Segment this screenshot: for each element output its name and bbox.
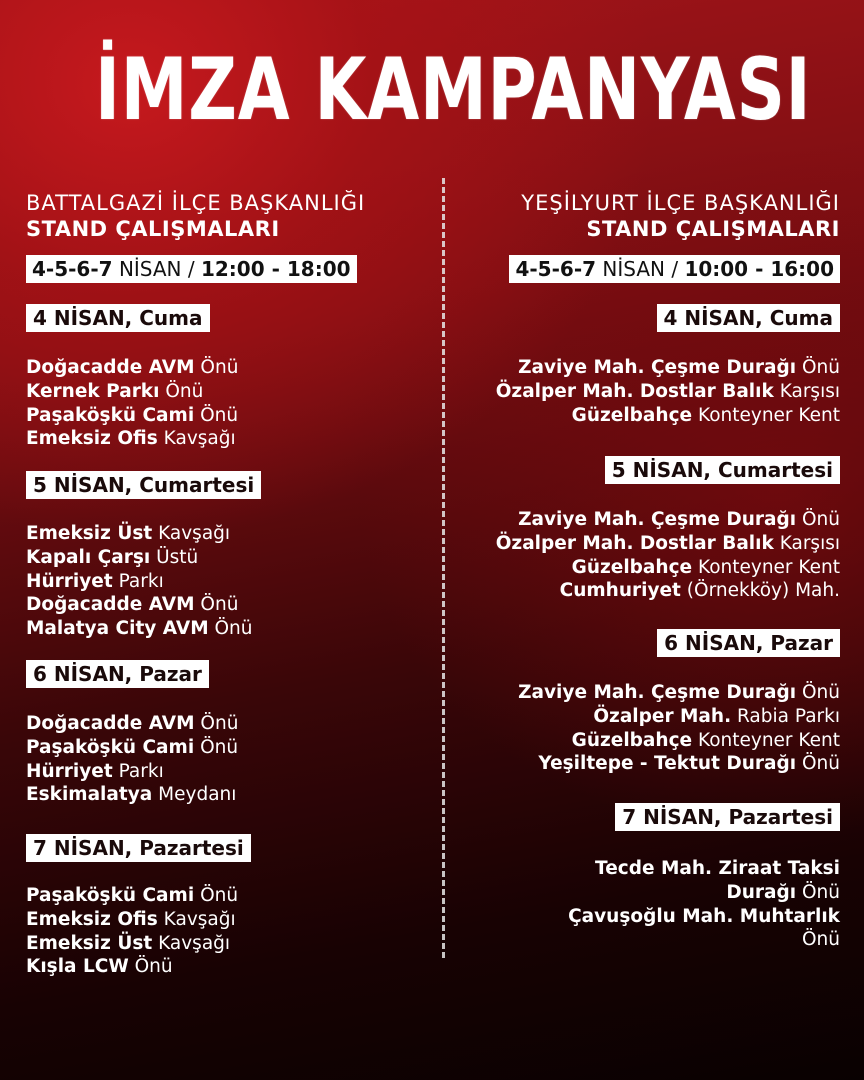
location-list bbox=[26, 522, 431, 641]
column-header-line1: YEŞİLYURT İLÇE BAŞKANLIĞI bbox=[521, 191, 840, 215]
list-item: Tecde Mah. Ziraat Taksi bbox=[595, 858, 840, 879]
time-range: 10:00 - 16:00 bbox=[684, 257, 834, 281]
list-item: Paşaköşkü Cami Önü bbox=[26, 404, 239, 426]
date-month: NİSAN / bbox=[602, 257, 679, 281]
location-list bbox=[26, 712, 431, 807]
list-item: Güzelbahçe Konteyner Kent bbox=[571, 404, 840, 426]
list-item: Doğacadde AVM Önü bbox=[26, 357, 239, 378]
list-item: Kernek Parkı Önü bbox=[26, 380, 204, 402]
list-item: Zaviye Mah. Çeşme Durağı Önü bbox=[518, 682, 840, 703]
location-list bbox=[435, 857, 840, 952]
list-item: Paşaköşkü Cami Önü bbox=[26, 885, 239, 906]
day-heading: 6 NİSAN, Pazar bbox=[657, 629, 840, 657]
location-list bbox=[435, 356, 840, 427]
list-item: Yeşiltepe - Tektut Durağı Önü bbox=[538, 753, 840, 775]
day-heading: 4 NİSAN, Cuma bbox=[657, 304, 841, 332]
list-item: Özalper Mah. Dostlar Balık Karşısı bbox=[495, 380, 840, 402]
list-item: Cumhuriyet (Örnekköy) Mah. bbox=[559, 580, 840, 602]
yesilyurt-column bbox=[435, 0, 840, 1080]
list-item: Kışla LCW Önü bbox=[26, 956, 173, 978]
day-heading: 5 NİSAN, Cumartesi bbox=[26, 471, 261, 499]
list-item: Malatya City AVM Önü bbox=[26, 618, 253, 640]
date-range: 4-5-6-7 bbox=[32, 257, 113, 281]
list-item: Eskimalatya Meydanı bbox=[26, 784, 237, 806]
column-header-line2: STAND ÇALIŞMALARI bbox=[586, 217, 840, 241]
list-item: Güzelbahçe Konteyner Kent bbox=[571, 729, 840, 751]
column-header-line2: STAND ÇALIŞMALARI bbox=[26, 217, 280, 241]
list-item: Durağı Önü bbox=[726, 881, 840, 903]
list-item: Hürriyet Parkı bbox=[26, 570, 164, 592]
location-list bbox=[435, 681, 840, 776]
column-header-line1: BATTALGAZİ İLÇE BAŞKANLIĞI bbox=[26, 191, 366, 215]
list-item: Paşaköşkü Cami Önü bbox=[26, 736, 239, 758]
list-item: Hürriyet Parkı bbox=[26, 760, 164, 782]
date-time-band bbox=[26, 255, 357, 283]
day-heading: 7 NİSAN, Pazartesi bbox=[26, 834, 251, 862]
list-item: Emeksiz Üst Kavşağı bbox=[26, 523, 231, 544]
day-heading: 7 NİSAN, Pazartesi bbox=[615, 803, 840, 831]
date-time-band bbox=[509, 255, 840, 283]
date-range: 4-5-6-7 bbox=[515, 257, 597, 281]
location-list bbox=[26, 884, 431, 979]
list-item: Kapalı Çarşı Üstü bbox=[26, 546, 199, 568]
day-heading: 5 NİSAN, Cumartesi bbox=[605, 456, 840, 484]
battalgazi-column bbox=[26, 0, 431, 1080]
list-item: Zaviye Mah. Çeşme Durağı Önü bbox=[518, 357, 840, 378]
time-range: 12:00 - 18:00 bbox=[200, 257, 351, 281]
list-item: Önü bbox=[801, 929, 840, 951]
day-heading: 4 NİSAN, Cuma bbox=[26, 304, 210, 332]
list-item: Doğacadde AVM Önü bbox=[26, 594, 239, 616]
list-item: Çavuşoğlu Mah. Muhtarlık bbox=[568, 905, 840, 927]
list-item: Güzelbahçe Konteyner Kent bbox=[571, 556, 840, 578]
day-heading: 6 NİSAN, Pazar bbox=[26, 660, 209, 688]
location-list bbox=[435, 508, 840, 603]
page-title: İMZA KAMPANYASI bbox=[95, 40, 812, 140]
list-item: Doğacadde AVM Önü bbox=[26, 713, 239, 734]
date-month: NİSAN / bbox=[118, 257, 195, 281]
location-list bbox=[26, 356, 431, 451]
list-item: Özalper Mah. Dostlar Balık Karşısı bbox=[495, 532, 840, 554]
list-item: Özalper Mah. Rabia Parkı bbox=[593, 705, 840, 727]
list-item: Emeksiz Ofis Kavşağı bbox=[26, 428, 236, 450]
list-item: Emeksiz Üst Kavşağı bbox=[26, 932, 231, 954]
list-item: Emeksiz Ofis Kavşağı bbox=[26, 908, 236, 930]
list-item: Zaviye Mah. Çeşme Durağı Önü bbox=[518, 509, 840, 530]
